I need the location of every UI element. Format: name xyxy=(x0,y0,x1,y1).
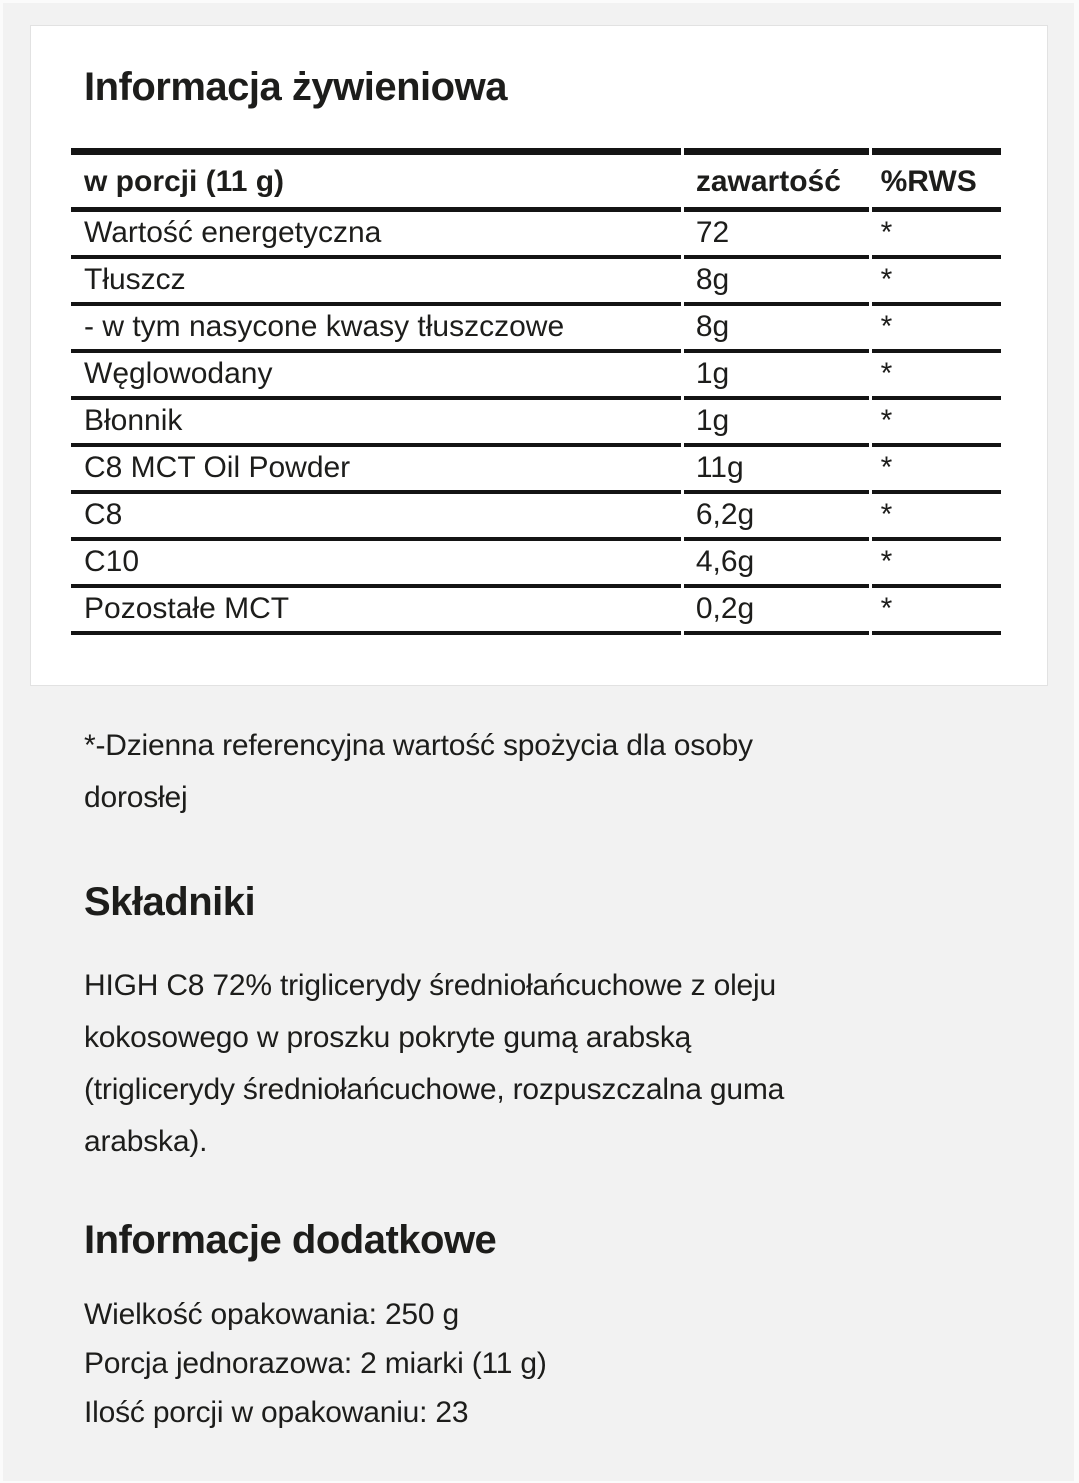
text-line: Porcja jednorazowa: 2 miarki (11 g) xyxy=(84,1347,547,1380)
text-line: kokosowego w proszku pokryte gumą arabską xyxy=(84,1021,692,1054)
nutrient-name: Tłuszcz xyxy=(71,259,681,306)
nutrient-rws: * xyxy=(872,494,1001,541)
column-header-content: zawartość xyxy=(684,148,869,212)
table-row xyxy=(71,259,1001,306)
table-row xyxy=(71,541,1001,588)
rws-footnote xyxy=(84,720,1048,824)
nutrient-value: 1g xyxy=(684,353,869,400)
additional-info-heading: Informacje dodatkowe xyxy=(84,1218,497,1262)
nutrition-title: Informacja żywieniowa xyxy=(84,65,507,109)
nutrient-value: 0,2g xyxy=(684,588,869,635)
nutrient-value: 6,2g xyxy=(684,494,869,541)
table-header-row xyxy=(71,148,1001,212)
nutrient-rws: * xyxy=(872,447,1001,494)
nutrient-name: Pozostałe MCT xyxy=(71,588,681,635)
nutrient-name: Błonnik xyxy=(71,400,681,447)
ingredients-heading: Składniki xyxy=(84,880,256,924)
nutrient-name: C10 xyxy=(71,541,681,588)
column-header-rws: %RWS xyxy=(872,148,1001,212)
table-row xyxy=(71,447,1001,494)
text-line: *-Dzienna referencyjna wartość spożycia dla osoby xyxy=(84,729,753,762)
nutrient-name: Węglowodany xyxy=(71,353,681,400)
text-line: Wielkość opakowania: 250 g xyxy=(84,1298,460,1331)
nutrient-rws: * xyxy=(872,353,1001,400)
nutrient-rws: * xyxy=(872,212,1001,259)
nutrient-rws: * xyxy=(872,259,1001,306)
text-line: dorosłej xyxy=(84,781,188,814)
column-header-serving: w porcji (11 g) xyxy=(71,148,681,212)
table-row xyxy=(71,306,1001,353)
nutrient-value: 72 xyxy=(684,212,869,259)
nutrient-rws: * xyxy=(872,400,1001,447)
text-line: Ilość porcji w opakowaniu: 23 xyxy=(84,1396,469,1429)
text-line: arabska). xyxy=(84,1125,208,1158)
text-line: HIGH C8 72% triglicerydy średniołańcuchowe z oleju xyxy=(84,969,776,1002)
nutrient-rws: * xyxy=(872,541,1001,588)
table-row xyxy=(71,353,1001,400)
table-row xyxy=(71,588,1001,635)
text-line: (triglicerydy średniołańcuchowe, rozpuszczalna guma xyxy=(84,1073,785,1106)
nutrition-table xyxy=(68,148,1004,635)
nutrient-value: 1g xyxy=(684,400,869,447)
table-row xyxy=(71,400,1001,447)
ingredients-text xyxy=(84,960,1048,1168)
nutrient-rws: * xyxy=(872,588,1001,635)
nutrition-card xyxy=(30,25,1048,686)
nutrient-value: 4,6g xyxy=(684,541,869,588)
nutrient-name: C8 xyxy=(71,494,681,541)
nutrition-table-body xyxy=(71,212,1001,635)
page-background xyxy=(3,3,1074,1481)
table-row xyxy=(71,494,1001,541)
nutrient-rws: * xyxy=(872,306,1001,353)
nutrient-name: Wartość energetyczna xyxy=(71,212,681,259)
additional-info-list xyxy=(84,1290,1048,1437)
table-row xyxy=(71,212,1001,259)
nutrient-name: - w tym nasycone kwasy tłuszczowe xyxy=(71,306,681,353)
nutrient-value: 11g xyxy=(684,447,869,494)
nutrient-value: 8g xyxy=(684,306,869,353)
nutrient-value: 8g xyxy=(684,259,869,306)
nutrient-name: C8 MCT Oil Powder xyxy=(71,447,681,494)
